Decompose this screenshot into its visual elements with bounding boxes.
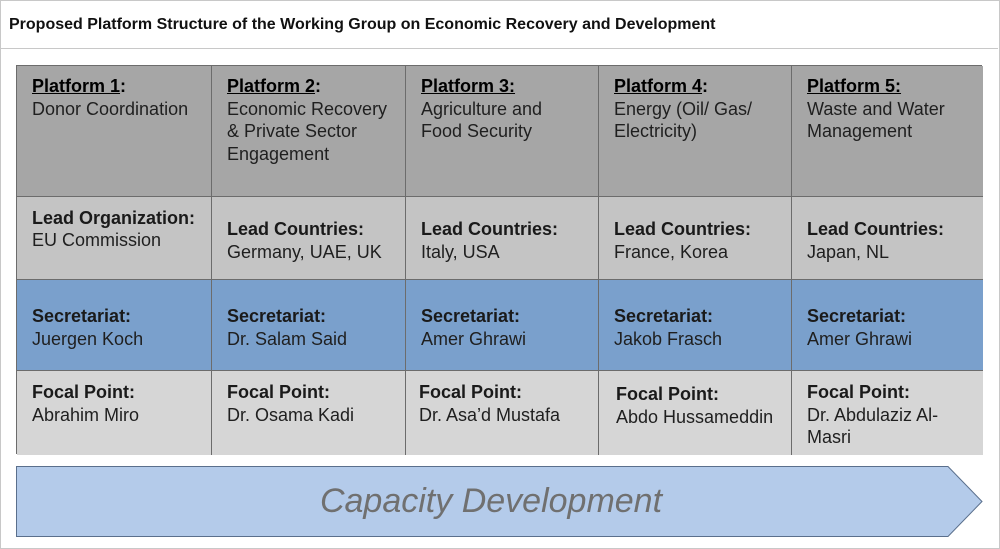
secretariat-value: Amer Ghrawi: [421, 328, 527, 349]
focal-value: Abrahim Miro: [32, 404, 140, 425]
platform-4-name: Platform 4: [614, 76, 703, 96]
platform-4-secretariat-cell: [599, 280, 792, 371]
lead-label: Lead Organization:: [32, 208, 196, 228]
platform-3-focal-cell: [406, 371, 599, 455]
lead-value: EU Commission: [32, 230, 162, 250]
platform-1-name: Platform 1: [32, 76, 121, 96]
secretariat-label: Secretariat:: [807, 306, 907, 326]
lead-value: Japan, NL: [807, 241, 890, 262]
platform-1-header-cell: [17, 66, 212, 197]
capacity-development-label: Capacity Development: [319, 482, 663, 520]
platform-2-secretariat-cell: [212, 280, 406, 371]
platform-2-header-cell: [212, 66, 406, 197]
secretariat-label: Secretariat:: [421, 306, 521, 326]
platform-grid: [16, 65, 982, 454]
focal-label: Focal Point:: [807, 382, 910, 402]
platform-3-header-cell: [406, 66, 599, 197]
platform-1-focal-cell: [17, 371, 212, 455]
focal-value: Dr. Abdulaziz Al-Masri: [807, 404, 939, 447]
focal-value: Dr. Osama Kadi: [227, 404, 355, 425]
platform-3-topic: Agriculture and Food Security: [421, 98, 543, 141]
focal-label: Focal Point:: [616, 384, 719, 404]
platform-4-header-cell: [599, 66, 792, 197]
focal-value: Dr. Asa’d Mustafa: [419, 404, 561, 425]
platform-2-focal-cell: [212, 371, 406, 455]
platform-3-secretariat-cell: [406, 280, 599, 371]
platform-4-name-suffix: :: [702, 76, 709, 96]
platform-1-topic: Donor Coordination: [32, 98, 189, 119]
platform-5-name: Platform 5:: [807, 76, 902, 96]
platform-1-name-suffix: :: [120, 76, 127, 96]
platform-5-focal-cell: [792, 371, 983, 455]
platform-4-focal-cell: [599, 371, 792, 455]
platform-5-header-cell: [792, 66, 983, 197]
platform-1-secretariat-cell: [17, 280, 212, 371]
platform-2-topic: Economic Recovery & Private Sector Engagement: [227, 98, 388, 164]
platform-5-lead-cell: [792, 197, 983, 280]
platform-5-secretariat-cell: [792, 280, 983, 371]
lead-label: Lead Countries:: [227, 219, 365, 239]
platform-2-name: Platform 2: [227, 76, 316, 96]
lead-label: Lead Countries:: [421, 219, 559, 239]
focal-label: Focal Point:: [419, 382, 522, 402]
secretariat-value: Amer Ghrawi: [807, 328, 913, 349]
page-title: Proposed Platform Structure of the Working Group on Economic Recovery and Development: [9, 16, 716, 33]
lead-label: Lead Countries:: [807, 219, 945, 239]
secretariat-label: Secretariat:: [614, 306, 714, 326]
lead-label: Lead Countries:: [614, 219, 752, 239]
lead-value: Italy, USA: [421, 241, 500, 262]
lead-value: France, Korea: [614, 241, 729, 262]
platform-4-lead-cell: [599, 197, 792, 280]
secretariat-value: Juergen Koch: [32, 328, 144, 349]
platform-3-lead-cell: [406, 197, 599, 280]
secretariat-label: Secretariat:: [227, 306, 327, 326]
secretariat-label: Secretariat:: [32, 306, 132, 326]
platform-2-lead-cell: [212, 197, 406, 280]
secretariat-value: Jakob Frasch: [614, 328, 723, 349]
focal-value: Abdo Hussameddin: [616, 406, 774, 427]
lead-value: Germany, UAE, UK: [227, 241, 382, 262]
platform-2-name-suffix: :: [315, 76, 322, 96]
platform-3-name: Platform 3:: [421, 76, 516, 96]
focal-label: Focal Point:: [32, 382, 135, 402]
platform-1-lead-cell: [17, 197, 212, 280]
focal-label: Focal Point:: [227, 382, 330, 402]
secretariat-value: Dr. Salam Said: [227, 328, 348, 349]
platform-4-topic: Energy (Oil/ Gas/ Electricity): [614, 98, 753, 141]
header-bar: [0, 0, 998, 49]
platform-5-topic: Waste and Water Management: [807, 98, 945, 141]
